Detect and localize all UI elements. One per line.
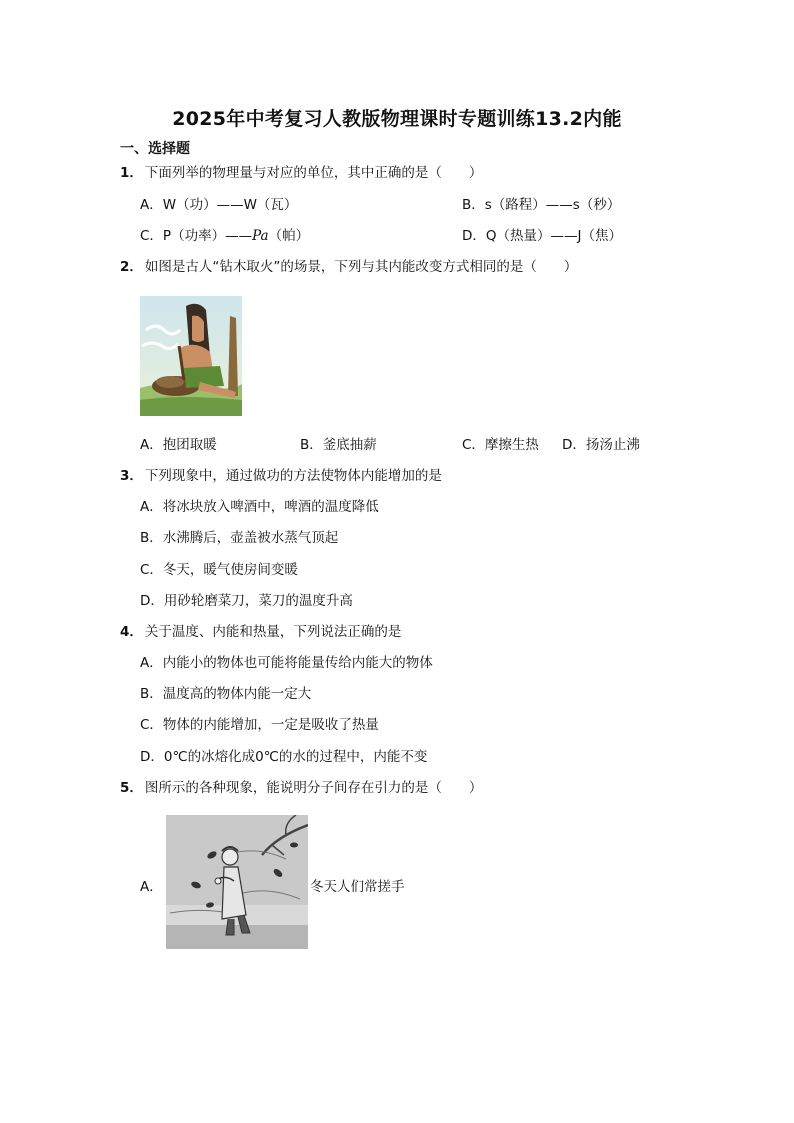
question-stem: 如图是古人“钻木取火”的场景，下列与其内能改变方式相同的是（ ） (144, 259, 578, 275)
question-number: 1． (120, 165, 143, 181)
q2-option-a: A．抱团取暖 (140, 437, 217, 453)
section-heading: 一、选择题 (120, 141, 190, 157)
q4-option-a: A．内能小的物体也可能将能量传给内能大的物体 (140, 655, 433, 671)
q3-option-d: D．用砂轮磨菜刀，菜刀的温度升高 (140, 593, 353, 609)
page-title: 2025年中考复习人教版物理课时专题训练13.2内能 (172, 108, 622, 130)
q1-option-c-unit-name: （帕） (268, 228, 310, 244)
drilling-fire-illustration (140, 296, 242, 416)
question-3 (120, 467, 442, 485)
question-stem: 关于温度、内能和热量，下列说法正确的是 (144, 624, 402, 640)
q3-option-a: A．将冰块放入啤酒中，啤酒的温度降低 (140, 499, 379, 515)
question-stem: 图所示的各种现象，能说明分子间存在引力的是（ ） (144, 780, 483, 796)
question-number: 2． (120, 259, 143, 275)
q4-option-b: B．温度高的物体内能一定大 (140, 686, 312, 702)
q1-option-d: D．Q（热量）——J（焦） (462, 228, 623, 244)
q1-option-a: A．W（功）——W（瓦） (140, 197, 298, 213)
question-number: 3． (120, 468, 143, 484)
question-number: 5． (120, 780, 143, 796)
winter-hand-rubbing-illustration (166, 815, 308, 949)
q2-option-d: D．扬汤止沸 (562, 437, 640, 453)
q2-option-c: C．摩擦生热 (462, 437, 539, 453)
q3-option-b: B．水沸腾后，壶盖被水蒸气顶起 (140, 530, 339, 546)
q2-option-b: B．釜底抽薪 (300, 437, 377, 453)
q3-option-c: C．冬天，暖气使房间变暖 (140, 562, 298, 578)
q1-option-c-unit-symbol: Pa (252, 228, 269, 244)
q1-option-c (140, 227, 309, 245)
question-1 (120, 164, 482, 182)
question-2 (120, 258, 577, 276)
question-5 (120, 779, 482, 797)
q1-option-b: B．s（路程）——s（秒） (462, 197, 621, 213)
question-stem: 下列现象中，通过做功的方法使物体内能增加的是 (144, 468, 442, 484)
q4-option-c: C．物体的内能增加，一定是吸收了热量 (140, 717, 379, 733)
q4-option-d: D．0℃的冰熔化成0℃的水的过程中，内能不变 (140, 749, 428, 765)
q5-option-a-text: 冬天人们常搓手 (310, 879, 405, 895)
q1-option-c-text: C．P（功率）—— (140, 228, 253, 244)
q5-option-a-label: A． (140, 879, 163, 895)
question-number: 4． (120, 624, 143, 640)
question-4 (120, 623, 401, 641)
question-stem: 下面列举的物理量与对应的单位，其中正确的是（ ） (144, 165, 483, 181)
